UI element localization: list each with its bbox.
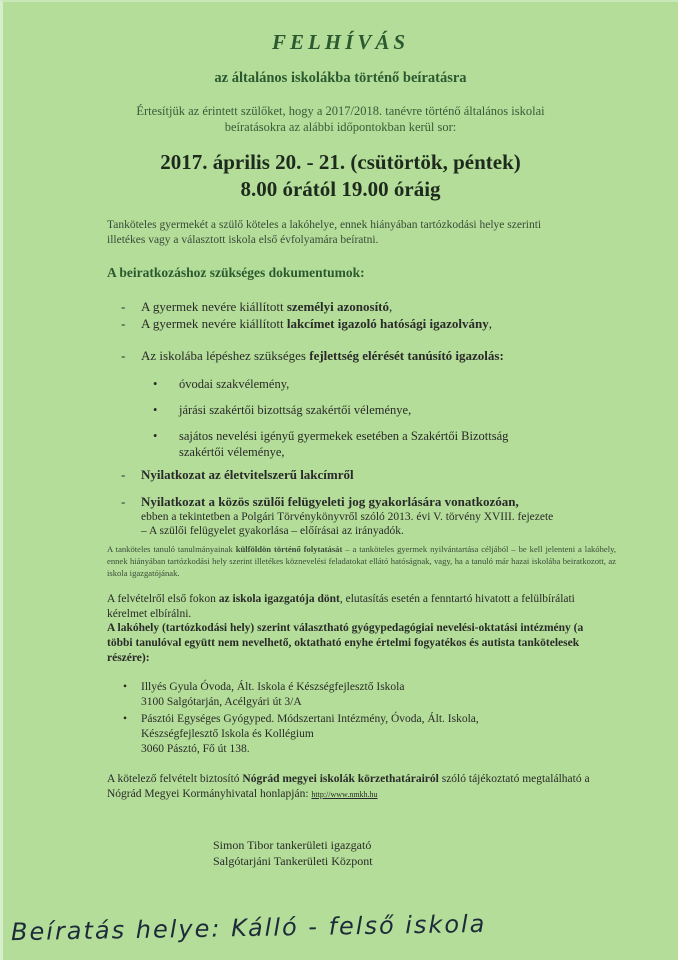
- text-run-bold: az iskola igazgatója dönt: [218, 593, 340, 605]
- intro-line: Értesítjük az érintett szülőket, hogy a 2017/2018. tanévre történő általános iskolai: [136, 104, 545, 118]
- text-run-bold: külföldön történő folytatását: [235, 544, 343, 554]
- signatory-organization: Salgótarjáni Tankerületi Központ: [213, 854, 373, 868]
- institution-text: [141, 712, 501, 757]
- text-run-bold: fejlettség elérését tanúsító igazolás:: [309, 348, 504, 363]
- institution-text: [141, 680, 501, 710]
- special-education-paragraph: A lakóhely (tartózkodási hely) szerint választható gyógypedagógiai nevelési-oktatási intézmény (a többi tanulóval együtt nem nevelhető, oktatható enyhe értelmi fogyatékos és autista tankötelesek részére):: [107, 622, 584, 664]
- intro-paragraph: [83, 103, 598, 135]
- abroad-notice: [107, 543, 616, 579]
- text-run: ,: [389, 299, 393, 314]
- text-line: Illyés Gyula Óvoda, Ált. Iskola é Készségfejlesztő Iskola: [141, 681, 405, 693]
- paragraph-line: illetékes vagy a választott iskola első évfolyamára beíratni.: [107, 234, 379, 246]
- dash-marker: -: [121, 299, 126, 314]
- intro-line: beíratásokra az alábbi időpontokban kerül sor:: [224, 120, 457, 134]
- text-run: ,: [488, 316, 492, 331]
- note-line: – A szülői felügyelet gyakorlása – előírásai az irányadók.: [141, 525, 404, 537]
- dash-marker: -: [121, 494, 126, 509]
- declaration-text: Nyilatkozat a közös szülői felügyeleti jog gyakorlására vonatkozóan,: [141, 494, 519, 509]
- enrollment-date: [3, 149, 678, 203]
- sub-requirement-text: óvodai szakvélemény,: [179, 377, 290, 391]
- dash-marker: -: [121, 348, 126, 363]
- text-run: A tanköteles tanuló tanulmányainak: [107, 544, 236, 554]
- declaration-text: Nyilatkozat az életvitelszerű lakcímről: [141, 467, 354, 482]
- text-line: Készségfejlesztő Iskola és Kollégium: [141, 728, 314, 740]
- requirement-text: [141, 298, 392, 315]
- bullet-marker: •: [123, 713, 128, 725]
- bullet-marker: •: [153, 429, 158, 443]
- date-line: 2017. április 20. - 21. (csütörtök, péntek): [160, 150, 521, 174]
- bullet-marker: •: [153, 403, 158, 417]
- signature-block: [3, 837, 678, 869]
- text-run: Az iskolába lépéshez szükséges: [141, 348, 310, 363]
- requirement-text: [141, 315, 492, 332]
- text-run: – a tanköteles gyermek nyilvántartása céljából – be kell jelenteni a lakóhely, ennek hiányában tartózkodási hely szerint illetékes köznevelési feladatokat ellátó hatóságnak, vagy, ha a tanuló már hazai iskolába beiratkozott, az iskola igazgatójának.: [107, 544, 616, 578]
- handwritten-note: Beíratás helye: Kálló - felső iskola: [10, 909, 487, 947]
- district-info-paragraph: [107, 772, 592, 802]
- admission-decision-paragraph: [107, 592, 608, 622]
- document-subtitle: az általános iskolákba történő beíratásra: [214, 70, 467, 86]
- text-run: szóló tájékoztató megtalálható a Nógrád Megyei Kormányhivatal honlapján:: [107, 773, 590, 800]
- documents-heading: A beiratkozáshoz szükséges dokumentumok:: [107, 265, 365, 280]
- text-run: A felvételről első fokon: [107, 593, 219, 605]
- obligation-paragraph: [107, 218, 608, 248]
- text-line: sajátos nevelési igényű gyermekek esetében a Szakértői Bizottság: [179, 429, 509, 443]
- text-run-bold: személyi azonosító: [286, 299, 390, 314]
- text-line: Pásztói Egységes Gyógyped. Módszertani Intézmény, Óvoda, Ált. Iskola,: [141, 713, 479, 725]
- text-run-bold: Nógrád megyei iskolák körzethatárairól: [242, 773, 439, 785]
- sub-requirement-text: [179, 428, 559, 460]
- text-line: szakértői véleménye,: [179, 445, 285, 459]
- signatory-name: Simon Tibor tankerületi igazgató: [213, 838, 372, 852]
- dash-marker: -: [121, 467, 126, 482]
- text-run: A gyermek nevére kiállított: [141, 316, 287, 331]
- text-run-bold: lakcímet igazoló hatósági igazolvány: [286, 316, 489, 331]
- requirement-text: [141, 347, 504, 364]
- sub-requirement-text: járási szakértői bizottság szakértői véleménye,: [179, 403, 412, 417]
- dash-marker: -: [121, 316, 126, 331]
- time-line: 8.00 órától 19.00 óráig: [240, 177, 441, 201]
- bullet-marker: •: [153, 377, 158, 391]
- text-line: 3060 Pásztó, Fő út 138.: [141, 743, 250, 755]
- text-run: , elutasítás esetén a fenntartó hivatott a felülbírálati kérelmet elbírálni.: [107, 593, 575, 620]
- paragraph-line: Tanköteles gyermekét a szülő köteles a lakóhelye, ennek hiányában tartózkodási helye szerinti: [107, 219, 542, 231]
- text-line: 3100 Salgótarján, Acélgyári út 3/A: [141, 696, 302, 708]
- note-line: ebben a tekintetben a Polgári Törvénykönyvről szóló 2013. évi V. törvény XVIII. fejezete: [141, 511, 554, 523]
- text-run: A gyermek nevére kiállított: [141, 299, 287, 314]
- document-title: FELHÍVÁS: [271, 30, 410, 54]
- bullet-marker: •: [123, 681, 128, 693]
- text-run: A kötelező felvételt biztosító: [107, 773, 243, 785]
- website-link[interactable]: http://www.nmkh.hu: [311, 790, 378, 799]
